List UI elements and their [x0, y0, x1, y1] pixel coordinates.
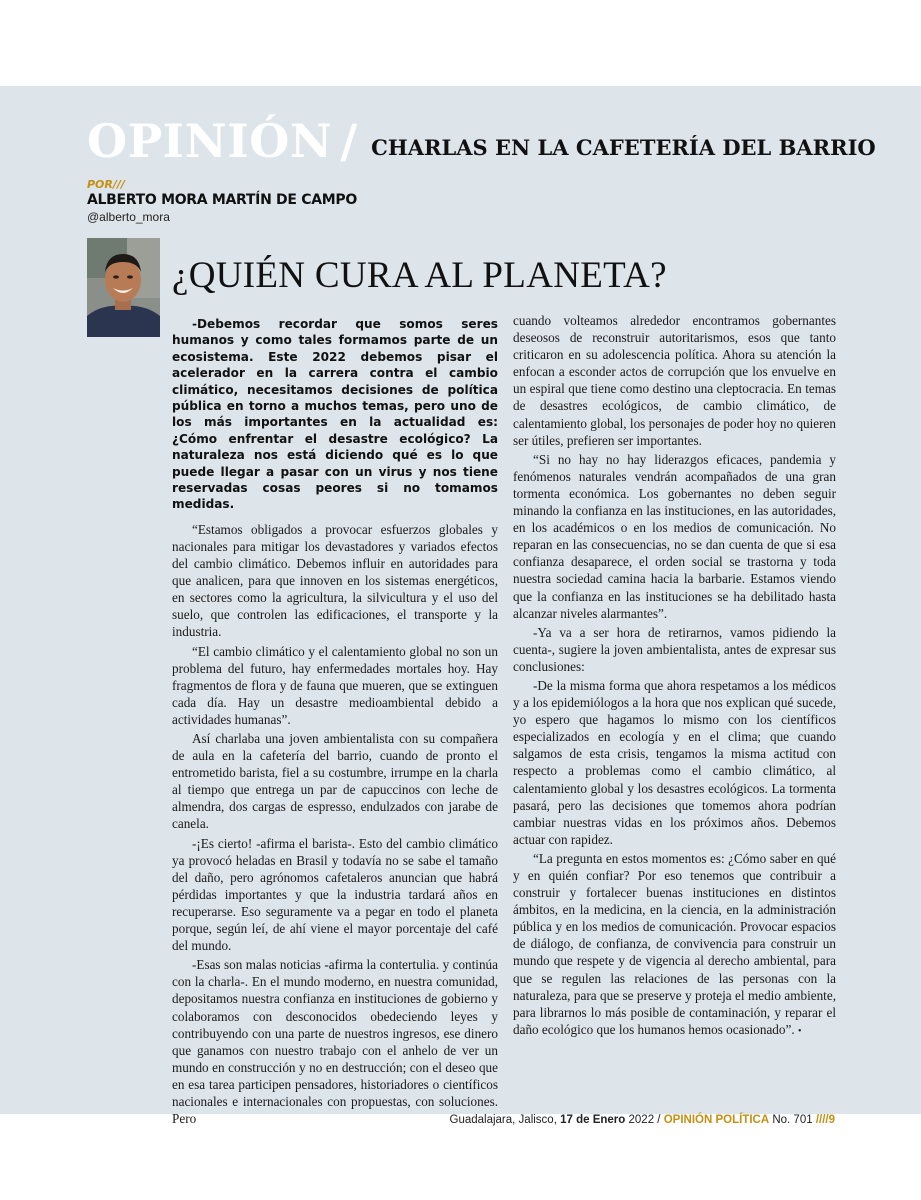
- article-headline: ¿QUIÉN CURA AL PLANETA?: [172, 255, 667, 296]
- byline-por: POR///: [87, 178, 125, 191]
- paragraph: “El cambio climático y el calentamiento global no son un problema del futuro, hay enfermedades mortales hoy. Hay fragmentos de flora y de fauna que mueren, que se extinguen cada día. Hay un desastre medioambiental debido a actividades humanas”.: [172, 643, 498, 727]
- footer-page-number: ////9: [815, 1114, 835, 1126]
- column-name: CHARLAS EN LA CAFETERÍA DEL BARRIO: [371, 135, 876, 160]
- closing-paragraph: [513, 850, 836, 1040]
- paragraph-continuation: cuando volteamos alrededor encontramos gobernantes deseosos de reconstruir autoritarismos, esos que tanto criticaron en su adolescencia política. Ahora su atención la enfocan a esconder actos de corrupción que los envuelve en un espiral que tiene como destino una cleptocracia. En temas de desastres ecológicos, de cambio climático, de calentamiento global, los personajes de poder hoy no quieren ser útiles, prefieren ser importantes.: [513, 313, 836, 448]
- end-mark: •: [797, 1025, 802, 1037]
- author-name: ALBERTO MORA MARTÍN DE CAMPO: [87, 192, 357, 208]
- author-photo: [87, 238, 160, 337]
- paragraph: -Esas son malas noticias -afirma la contertulia. y continúa con la charla-. En el mundo moderno, en nuestra comunidad, depositamos nuestra confianza en instituciones de gobierno y colaboramos con desconocidos obedeciendo leyes y contribuyendo con una parte de nuestros ingresos, ese dinero que ganamos con nuestro trabajo con el anhelo de ver un mundo en construcción y no en destrucción; con el deseo que en esa tarea participen pensadores, historiadores o científicos nacionales e internacionales con propuestas, con soluciones. Pero: [172, 957, 498, 1127]
- column-right: [513, 312, 836, 1040]
- paragraph: Así charlaba una joven ambientalista con su compañera de aula en la cafetería del barrio, cuando de pronto el entrometido barista, fiel a su costumbre, irrumpe en la charla al tiempo que entrega un par de capuccinos con leche de almendra, dos cargas de espresso, endulzados con jarabe de canela.: [172, 731, 498, 832]
- footer-place: Guadalajara, Jalisco,: [449, 1114, 557, 1126]
- page-footer: [450, 1114, 836, 1126]
- paragraph: “Si no hay no hay liderazgos eficaces, pandemia y fenómenos naturales vendrán acompañados de una gran tormenta económica. Los gobernantes no deben seguir minando la confianza en las instituciones, en las autoridades, en los académicos o en los medios de comunicación. No reparan en las consecuencias, no se dan cuenta de que si esa confianza desaparece, el orden social se trastorna y toda nuestra sociedad camina hacia la barbarie. Estamos viendo que la confianza en las instituciones se ha debilitado hasta alcanzar niveles alarmantes”.: [513, 451, 836, 621]
- section-slash: /: [340, 114, 358, 168]
- footer-year: 2022 /: [628, 1114, 661, 1126]
- column-left: [172, 316, 498, 1127]
- footer-issue: No. 701: [772, 1114, 813, 1126]
- section-header: [87, 108, 887, 168]
- author-handle: @alberto_mora: [87, 210, 170, 224]
- paragraph: -Ya va a ser hora de retirarnos, vamos pidiendo la cuenta-, sugiere la joven ambientalista, antes de expresar sus conclusiones:: [513, 624, 836, 674]
- article-lede: -Debemos recordar que somos seres humanos y como tales formamos parte de un ecosistema. Este 2022 debemos pisar el acelerador en la carrera contra el cambio climático, necesitamos decisiones de política pública en torno a muchos temas, pero uno de los más importantes en la actualidad es: ¿Cómo enfrentar el desastre ecológico? La naturaleza nos está diciendo qué es lo que puede llegar a pasar con un virus y nos tiene reservadas cosas peores si no tomamos medidas.: [172, 317, 498, 512]
- paragraph: -De la misma forma que ahora respetamos a los médicos y a los epidemiólogos a la hora que nos explican qué sucede, yo espero que hagamos lo mismo con los científicos especializados en ecología y en el clima; que cuando salgamos de esta crisis, tengamos la misma actitud con respecto a problemas como el cambio climático, al calentamiento global y los desastres ecológicos. La tormenta pasará, pero las decisiones que tomemos ahora podrían cambiar nuestras vidas en los próximos años. Debemos actuar con rapidez.: [513, 677, 836, 847]
- closing-text: “La pregunta en estos momentos es: ¿Cómo saber en qué y en quién confiar? Por eso tenemos que contribuir a construir y fortalecer buenas instituciones en distintos ámbitos, en la medicina, en la ciencia, en la administración pública y en los medios de comunicación. Provocar espacios de diálogo, de confianza, de convivencia para construir un mundo que respete y de vigencia al derecho ambiental, para que se regulen las relaciones de las personas con la naturaleza, para que se preserve y proteja el medio ambiente, para librarnos lo más posible de contaminación, y reparar el daño ecológico que los humanos hemos ocasionado”.: [513, 850, 836, 1037]
- paragraph: “Estamos obligados a provocar esfuerzos globales y nacionales para mitigar los devastadores y variados efectos del cambio climático. Debemos influir en autoridades para que analicen, para que innoven en los sistemas energéticos, en sectores como la agricultura, la silvicultura y el uso del suelo, que controlen las edificaciones, el transporte y la industria.: [172, 521, 498, 640]
- footer-date: 17 de Enero: [560, 1114, 626, 1126]
- paragraph: -¡Es cierto! -afirma el barista-. Esto del cambio climático ya provocó heladas en Brasil y todavía no se sabe el tamaño del daño, pero agrónomos cafetaleros anuncian que habrá pérdidas importantes y que la industria tardará años en recuperarse. Eso seguramente va a pegar en todo el planeta porque, según leí, de ahí viene el mayor porcentaje del café del mundo.: [172, 835, 498, 954]
- section-title: OPINIÓN: [87, 114, 333, 168]
- footer-publication: OPINIÓN POLÍTICA: [663, 1114, 770, 1126]
